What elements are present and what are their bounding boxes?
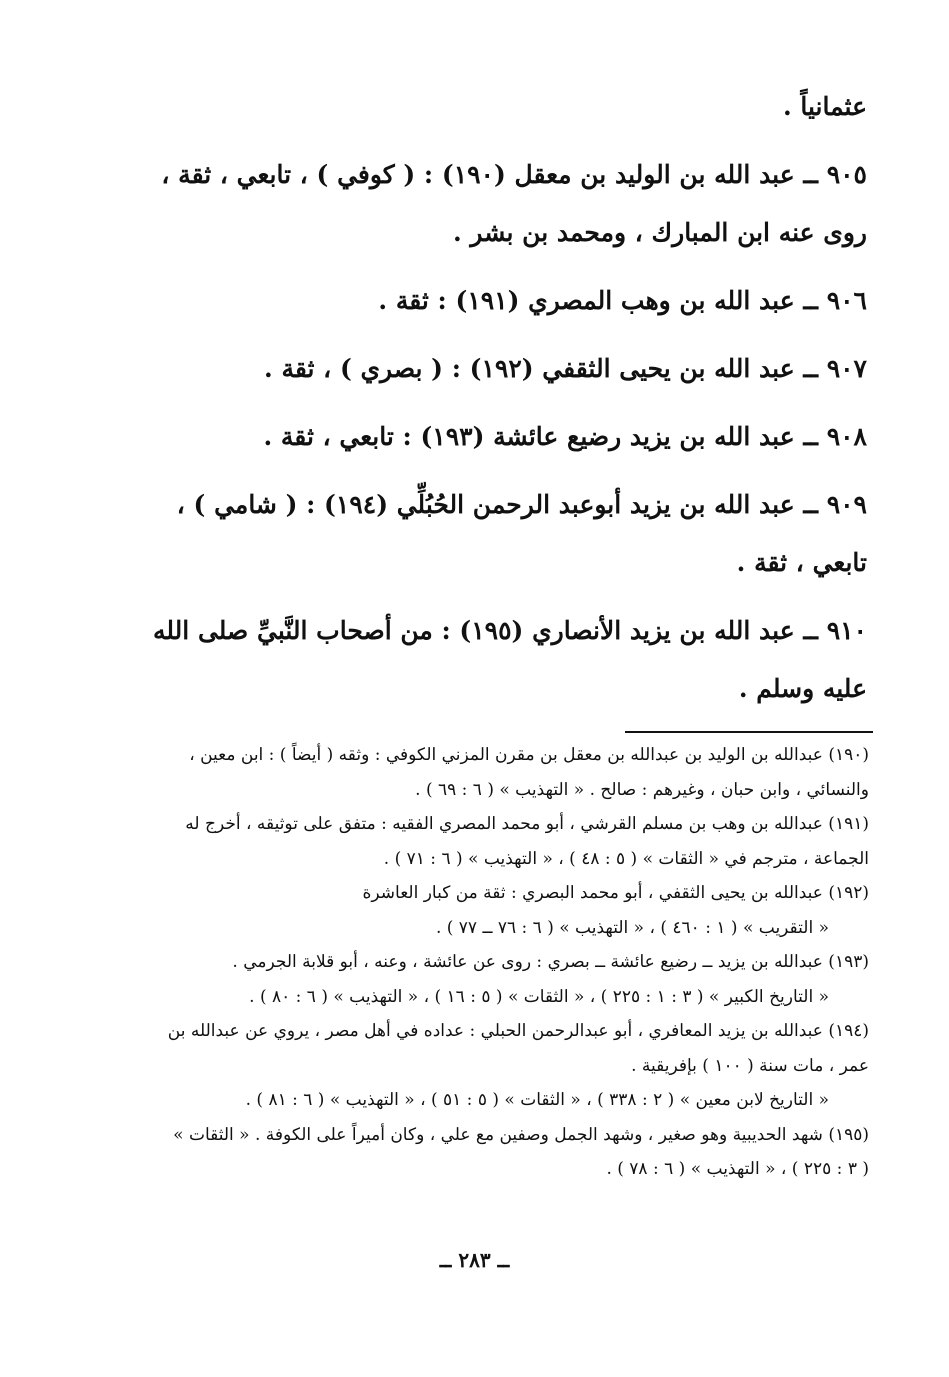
- entry-line: عليه وسلم .: [738, 674, 867, 703]
- entry-line: روى عنه ابن المبارك ، ومحمد بن بشر .: [453, 218, 867, 247]
- entry: [80, 340, 867, 398]
- footnote-line: « التقريب » ( ١ : ٤٦٠ ) ، « التهذيب » ( ٦ : ٧٦ ــ ٧٧ ) .: [435, 917, 829, 938]
- footnote-line: ( ٣ : ٢٢٥ ) ، « التهذيب » ( ٦ : ٧٨ ) .: [606, 1159, 869, 1179]
- entry: [80, 146, 867, 262]
- footnote-line: (١٩٠) عبدالله بن الوليد بن عبدالله بن معقل بن مقرن المزني الكوفي : وثقه ( أيضاً ) : ابن معين ،: [189, 745, 869, 765]
- entry-line: ٩٠٨ ــ عبد الله بن يزيد رضيع عائشة (١٩٣) : تابعي ، ثقة .: [263, 422, 867, 451]
- footnote-line: « التاريخ الكبير » ( ٣ : ١ : ٢٢٥ ) ، « الثقات » ( ٥ : ١٦ ) ، « التهذيب » ( ٦ : ٨٠ ) .: [249, 986, 829, 1007]
- entry-gap: [80, 398, 867, 408]
- entry-line: ٩٠٧ ــ عبد الله بن يحيى الثقفي (١٩٢) : ( بصري ) ، ثقة .: [264, 354, 867, 383]
- entry: [80, 408, 867, 466]
- footnote-line: والنسائي ، وابن حبان ، وغيرهم : صالح . « التهذيب » ( ٦ : ٦٩ ) .: [415, 779, 869, 800]
- footnote-line: (١٩١) عبدالله بن وهب بن مسلم القرشي ، أبو محمد المصري الفقيه : متفق على توثيقه ، أخرج له: [185, 814, 869, 834]
- entry-line: ٩٠٩ ــ عبد الله بن يزيد أبوعبد الرحمن الحُبُلِّي (١٩٤) : ( شامي ) ،: [176, 490, 867, 519]
- footnote-line: (١٩٤) عبدالله بن يزيد المعافري ، أبو عبدالرحمن الحبلي : عداده في أهل مصر ، يروي عن عبدالله بن: [167, 1021, 869, 1041]
- entry-line: ٩٠٥ ــ عبد الله بن الوليد بن معقل (١٩٠) : ( كوفي ) ، تابعي ، ثقة ،: [161, 160, 867, 189]
- entry-line: ٩٠٦ ــ عبد الله بن وهب المصري (١٩١) : ثقة .: [378, 286, 867, 315]
- main-text: [80, 78, 867, 718]
- footnote-line: « التاريخ لابن معين » ( ٢ : ٣٣٨ ) ، « الثقات » ( ٥ : ٥١ ) ، « التهذيب » ( ٦ : ٨١ ) .: [245, 1090, 829, 1110]
- footnote-line: عمر ، مات سنة ( ١٠٠ ) بإفريقية .: [631, 1055, 869, 1076]
- entry-gap: [80, 136, 867, 146]
- footnote-line: (١٩٣) عبدالله بن يزيد ــ رضيع عائشة ــ بصري : روى عن عائشة ، وعنه ، أبو قلابة الجرمي .: [232, 952, 869, 972]
- entry: [80, 78, 867, 136]
- entry: [80, 476, 867, 592]
- footnote-line: الجماعة ، مترجم في « الثقات » ( ٥ : ٤٨ ) ، « التهذيب » ( ٦ : ٧١ ) .: [383, 848, 869, 869]
- page-number: ــ ٢٨٣ ــ: [439, 1248, 510, 1272]
- entry-line: تابعي ، ثقة .: [736, 548, 867, 577]
- entry-gap: [80, 330, 867, 340]
- entry-gap: [80, 592, 867, 602]
- footnote-line: (١٩٢) عبدالله بن يحيى الثقفي ، أبو محمد البصري : ثقة من كبار العاشرة: [362, 883, 869, 903]
- entry-line: ٩١٠ ــ عبد الله بن يزيد الأنصاري (١٩٥) : من أصحاب النَّبيِّ صلى الله: [153, 616, 867, 645]
- footnotes: [78, 738, 869, 1187]
- entry-line: عثمانياً .: [782, 92, 867, 121]
- entry-gap: [80, 466, 867, 476]
- footnote-line: (١٩٥) شهد الحديبية وهو صغير ، وشهد الجمل وصفين مع علي ، وكان أميراً على الكوفة . « الثقات »: [173, 1124, 869, 1145]
- entry-gap: [80, 262, 867, 272]
- entry: [80, 272, 867, 330]
- entry: [80, 602, 867, 718]
- footnote-divider: [625, 731, 873, 733]
